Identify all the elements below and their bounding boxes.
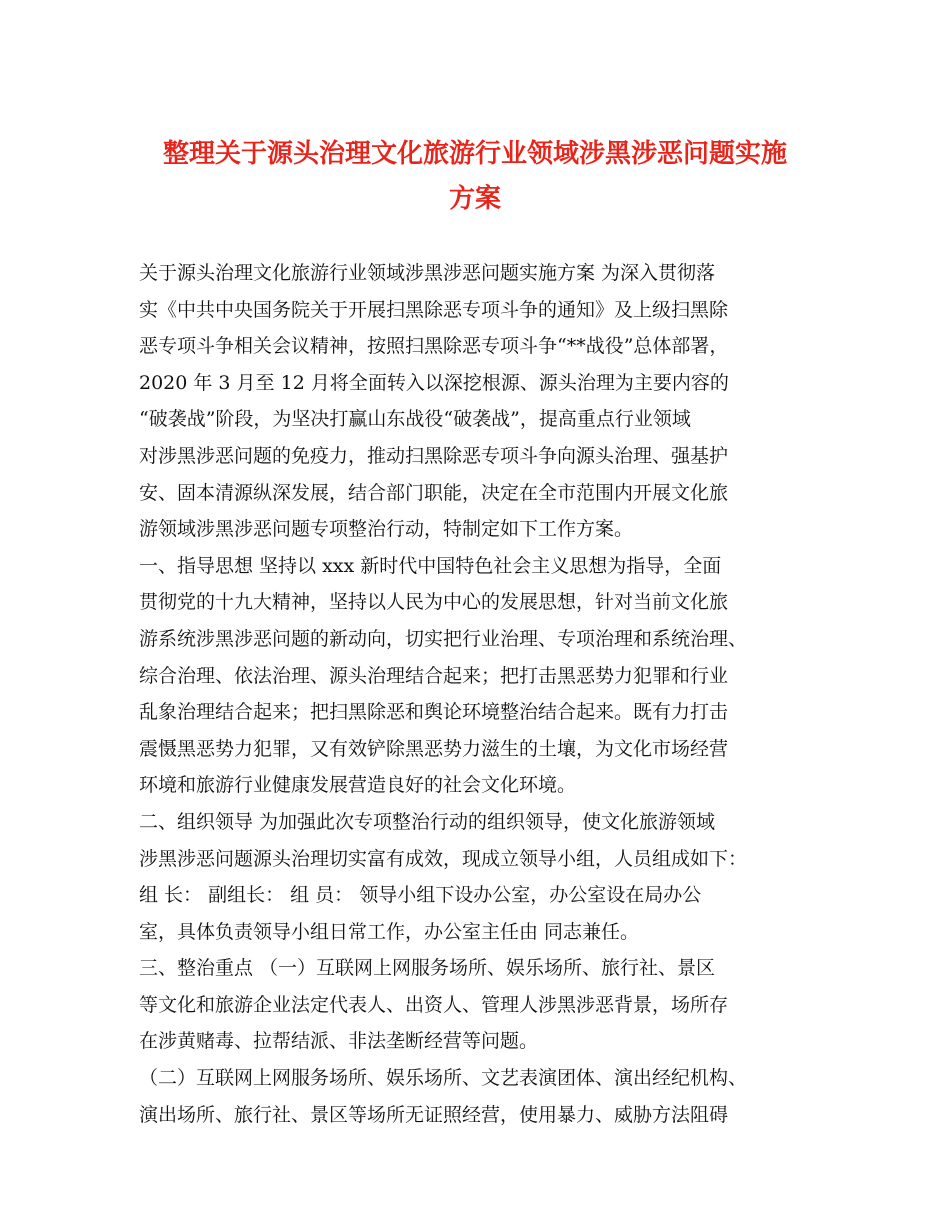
body-line-text: 震慑黑恶势力犯罪，又有效铲除黑恶势力滋生的土壤，为文化市场经营	[139, 737, 729, 760]
body-line	[139, 511, 819, 548]
body-line-text: 安、固本清源纵深发展，结合部门职能，决定在全市范围内开展文化旅	[139, 481, 729, 504]
body-line-text: 对涉黑涉恶问题的免疫力，推动扫黑除恶专项斗争向源头治理、强基护	[139, 444, 729, 467]
body-line-text: 在涉黄赌毒、拉帮结派、非法垄断经营等问题。	[139, 1030, 539, 1053]
document-body	[139, 255, 819, 1133]
body-line	[139, 584, 819, 621]
body-line	[139, 438, 819, 475]
body-line	[139, 328, 819, 365]
body-line	[139, 255, 819, 292]
body-line-text: 贯彻党的十九大精神，坚持以人民为中心的发展思想，针对当前文化旅	[139, 591, 729, 614]
body-line	[139, 804, 819, 841]
body-line	[139, 1060, 819, 1097]
body-line-text: 实《中共中央国务院关于开展扫黑除恶专项斗争的通知》及上级扫黑除	[139, 298, 729, 321]
body-line-text: 室，具体负责领导小组日常工作，办公室主任由 同志兼任。	[139, 920, 640, 943]
body-line	[139, 365, 819, 402]
body-line	[139, 914, 819, 951]
body-line	[139, 292, 819, 329]
body-line-text: 演出场所、旅行社、景区等场所无证照经营，使用暴力、威胁方法阻碍	[139, 1103, 729, 1126]
body-line-text: 环境和旅游行业健康发展营造良好的社会文化环境。	[139, 774, 577, 797]
body-line	[139, 401, 819, 438]
body-line	[139, 621, 819, 658]
body-line	[139, 841, 819, 878]
body-line	[139, 548, 819, 585]
body-line-text: 关于源头治理文化旅游行业领域涉黑涉恶问题实施方案 为深入贯彻落	[139, 262, 716, 284]
body-line-text: 一、指导思想 坚持以 xxx 新时代中国特色社会主义思想为指导，全面	[139, 554, 722, 577]
body-line-text: 二、组织领导 为加强此次专项整治行动的组织领导，使文化旅游领域	[139, 810, 716, 833]
body-line-text: 游系统涉黑涉恶问题的新动向，切实把行业治理、专项治理和系统治理、	[139, 627, 748, 650]
body-line-text: （二）互联网上网服务场所、娱乐场所、文艺表演团体、演出经纪机构、	[139, 1067, 748, 1090]
body-line-text: 恶专项斗争相关会议精神，按照扫黑除恶专项斗争“**战役”总体部署，	[139, 335, 729, 358]
body-line-text: 综合治理、依法治理、源头治理结合起来；把打击黑恶势力犯罪和行业	[139, 664, 729, 687]
body-line	[139, 694, 819, 731]
body-line-text: 等文化和旅游企业法定代表人、出资人、管理人涉黑涉恶背景，场所存	[139, 993, 729, 1016]
body-line-text: 乱象治理结合起来；把扫黑除恶和舆论环境整治结合起来。既有力打击	[139, 701, 729, 724]
body-line	[139, 767, 819, 804]
document-title-line-1: 整理关于源头治理文化旅游行业领域涉黑涉恶问题实施	[162, 139, 787, 169]
body-line	[139, 475, 819, 512]
body-line	[139, 950, 819, 987]
body-line-text: 组 长： 副组长： 组 员： 领导小组下设办公室，办公室设在局办公	[139, 884, 702, 907]
body-line	[139, 987, 819, 1024]
body-line-text: 涉黑涉恶问题源头治理切实富有成效，现成立领导小组，人员组成如下：	[139, 847, 748, 870]
body-line	[139, 877, 819, 914]
body-line-text: 游领域涉黑涉恶问题专项整治行动，特制定如下工作方案。	[139, 518, 634, 541]
document-title-line-2: 方案	[448, 184, 501, 214]
body-line	[139, 1097, 819, 1134]
body-line	[139, 1023, 819, 1060]
body-line-text: “破袭战”阶段，为坚决打赢山东战役“破袭战”，提高重点行业领域	[139, 408, 691, 431]
body-line-text: 三、整治重点 （一）互联网上网服务场所、娱乐场所、旅行社、景区	[139, 957, 716, 980]
body-line-text: 2020 年 3 月至 12 月将全面转入以深挖根源、源头治理为主要内容的	[139, 371, 729, 394]
body-line	[139, 731, 819, 768]
body-line	[139, 658, 819, 695]
